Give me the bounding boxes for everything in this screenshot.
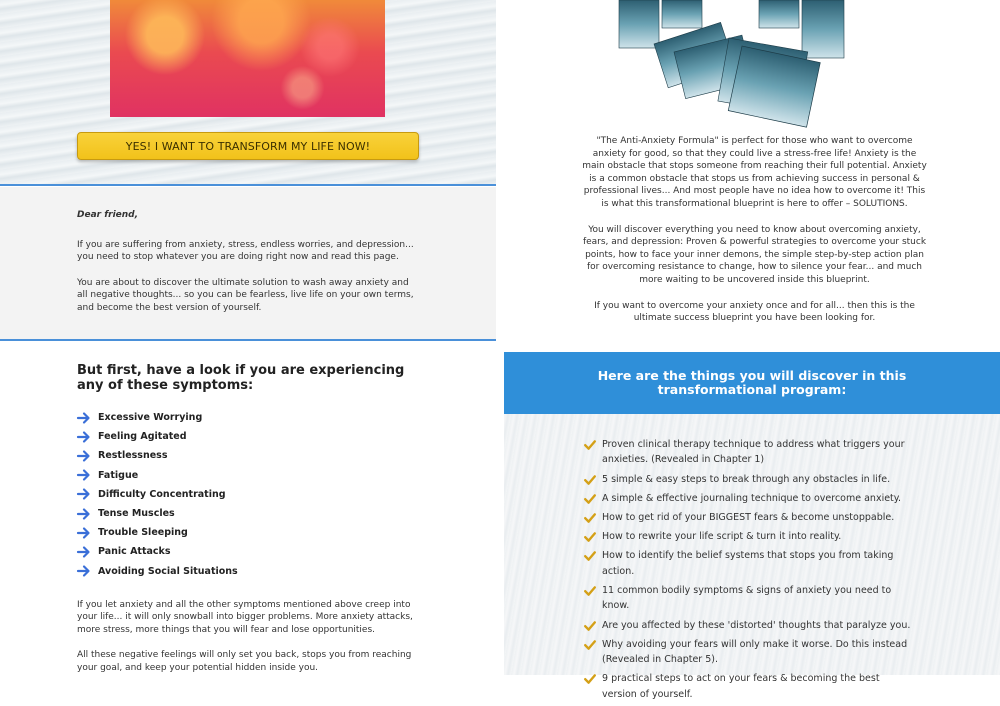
discover-item-label: How to identify the belief systems that stops you from taking action.: [602, 550, 894, 577]
discover-item-label: How to get rid of your BIGGEST fears & become unstoppable.: [602, 512, 895, 524]
list-item: [584, 437, 914, 468]
discover-item-label: How to rewrite your life script & turn it into reality.: [602, 531, 842, 543]
list-item: [584, 472, 914, 487]
symptom-label: Difficulty Concentrating: [98, 488, 226, 500]
discover-item-label: Proven clinical therapy technique to address what triggers your anxieties. (Revealed in Chapter 1): [602, 439, 905, 466]
checkmark-icon: [584, 493, 596, 505]
list-item: [584, 671, 914, 702]
arrow-right-icon: [77, 488, 91, 500]
product-section: [504, 0, 1000, 344]
letter-greeting: Dear friend,: [77, 210, 139, 220]
hero-image: [110, 0, 385, 117]
symptom-label: Avoiding Social Situations: [98, 565, 238, 577]
symptoms-paragraph: If you let anxiety and all the other symptoms mentioned above creep into your life... it will only snowball into bigger problems. More anxiety attacks, more stress, more things that you will fear and lose opportunities.: [77, 599, 413, 635]
list-item: [77, 485, 496, 504]
discover-header-band: [504, 352, 1000, 414]
arrow-right-icon: [77, 469, 91, 481]
arrow-right-icon: [77, 412, 91, 424]
symptom-label: Fatigue: [98, 469, 139, 481]
checkmark-icon: [584, 550, 596, 562]
list-item: [77, 408, 496, 427]
letter-section: [0, 187, 496, 341]
discover-list: [584, 437, 914, 706]
checkmark-icon: [584, 585, 596, 597]
symptom-label: Trouble Sleeping: [98, 527, 188, 539]
checkmark-icon: [584, 639, 596, 651]
list-item: [584, 618, 914, 633]
checkmark-icon: [584, 512, 596, 524]
list-item: [77, 446, 496, 465]
discover-item-label: A simple & effective journaling technique to overcome anxiety.: [602, 492, 902, 504]
product-paragraph: You will discover everything you need to know about overcoming anxiety, fears, and depression: Proven & powerful strategies to overcome your stuck points, how to face your inner demons, the simple step-by-step action plan for overcoming resistance to change, how to silence your fear... and much more waiting to be uncovered inside this blueprint.: [582, 224, 927, 285]
list-item: [584, 491, 914, 506]
list-item: [77, 523, 496, 542]
arrow-right-icon: [77, 508, 91, 520]
symptom-label: Tense Muscles: [98, 508, 175, 520]
product-paragraph: If you want to overcome your anxiety once and for all... then this is the ultimate success blueprint you have been looking for.: [594, 300, 915, 324]
list-item: [584, 637, 914, 668]
symptom-label: Panic Attacks: [98, 546, 171, 558]
symptom-label: Feeling Agitated: [98, 431, 187, 443]
symptom-label: Excessive Worrying: [98, 412, 203, 424]
list-item: [77, 504, 496, 523]
discover-item-label: 5 simple & easy steps to break through any obstacles in life.: [602, 473, 891, 485]
letter-paragraph: You are about to discover the ultimate solution to wash away anxiety and all negative thoughts... so you can be fearless, live life on your own terms, and become the best version of yourself.: [77, 277, 414, 313]
list-item: [77, 562, 496, 581]
product-paragraph: "The Anti-Anxiety Formula" is perfect for those who want to overcome anxiety for good, so that they could live a stress-free life! Anxiety is the main obstacle that stops someone from reaching their full potential. Anxiety is a common obstacle that stops us from achieving success in personal & professional lives... And most people have no idea how to overcome it! This is what this transformational blueprint is here to offer – SOLUTIONS.: [582, 136, 927, 209]
discover-section: [504, 352, 1000, 700]
list-item: [77, 427, 496, 446]
cta-button[interactable]: YES! I WANT TO TRANSFORM MY LIFE NOW!: [77, 132, 419, 160]
product-description: [582, 135, 927, 338]
hero-section: [0, 0, 496, 186]
checkmark-icon: [584, 620, 596, 632]
list-item: [584, 529, 914, 544]
symptoms-list: [77, 408, 496, 581]
symptoms-heading: But first, have a look if you are experiencing any of these symptoms:: [77, 363, 405, 393]
arrow-right-icon: [77, 565, 91, 577]
arrow-right-icon: [77, 431, 91, 443]
list-item: [77, 466, 496, 485]
list-item: [77, 542, 496, 561]
list-item: [584, 510, 914, 525]
arrow-right-icon: [77, 527, 91, 539]
discover-item-label: 11 common bodily symptoms & signs of anxiety you need to know.: [602, 585, 892, 612]
symptoms-paragraph: All these negative feelings will only set you back, stops you from reaching your goal, and keep your potential hidden inside you.: [77, 650, 412, 674]
checkmark-icon: [584, 439, 596, 451]
checkmark-icon: [584, 474, 596, 486]
symptom-label: Restlessness: [98, 450, 168, 462]
list-item: [584, 548, 914, 579]
discover-heading: Here are the things you will discover in this transformational program:: [597, 368, 907, 397]
arrow-right-icon: [77, 450, 91, 462]
discover-item-label: 9 practical steps to act on your fears & becoming the best version of yourself.: [602, 673, 880, 700]
arrow-right-icon: [77, 546, 91, 558]
list-item: [584, 583, 914, 614]
checkmark-icon: [584, 673, 596, 685]
letter-paragraph: If you are suffering from anxiety, stress, endless worries, and depression... you need to stop whatever you are doing right now and read this page.: [77, 239, 414, 263]
book-mockup-image: [614, 0, 854, 120]
checkmark-icon: [584, 531, 596, 543]
discover-item-label: Why avoiding your fears will only make it worse. Do this instead (Revealed in Chapter 5).: [602, 638, 908, 666]
discover-item-label: Are you affected by these 'distorted' thoughts that paralyze you.: [602, 619, 911, 631]
symptoms-section: [0, 343, 496, 675]
